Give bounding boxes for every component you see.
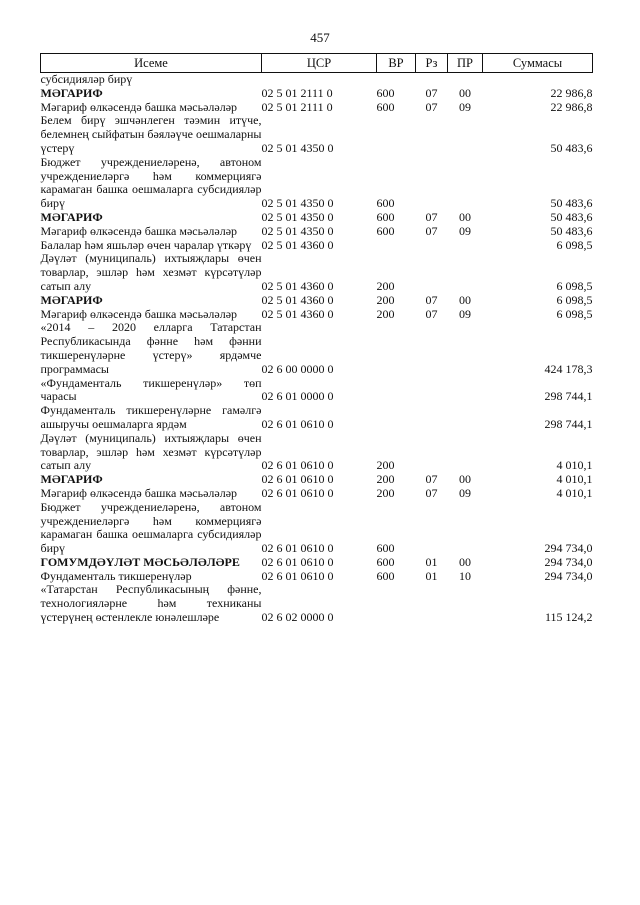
cell-csr: 02 6 01 0000 0 [261,389,334,404]
header-vr: ВР [377,54,416,73]
cell-rz: 07 [425,85,438,100]
budget-table [40,53,593,625]
cell-name: Мәгариф өлкәсендә башка мәсьәләләр [40,223,238,238]
cell-pr: 09 [459,99,471,114]
cell-name: Фундаменталь тикшеренүләрне гамәлгә ашыручы оешмаларга ярдәм [40,403,262,431]
cell-name: Мәгариф өлкәсендә башка мәсьәләләр [40,306,238,321]
cell-pr [448,239,483,253]
cell-rz: 07 [425,223,438,238]
cell-sum: 50 483,6 [550,140,593,155]
cell-rz [416,321,448,376]
cell-sum: 50 483,6 [550,196,593,211]
cell-name: Дәүләт (муниципаль) ихтыяҗлары өчен товарлар, эшләр һәм хезмәт күрсәтүләр сатып алу [40,251,262,293]
cell-name: «Фундаменталь тикшеренүләр» төп чарасы [40,375,262,404]
cell-rz: 07 [425,485,438,500]
table-row [41,239,593,253]
cell-name: Бюджет учреждениеләренә, автоном учреждениеләргә һәм коммерциягә карамаган башка оешмаларга субсидияләр бирү [40,499,262,556]
cell-vr: 200 [376,485,395,500]
cell-sum: 6 098,5 [556,292,593,307]
cell-name: Балалар һәм яшьләр өчен чаралар үткәрү [40,237,252,252]
cell-vr: 600 [376,209,395,224]
cell-pr: 09 [459,223,471,238]
header-rz: Рз [416,54,448,73]
cell-csr: 02 5 01 4360 0 [261,292,334,307]
cell-pr: 00 [459,472,471,487]
continuation-row [41,73,593,87]
cell-rz [416,252,448,293]
cell-name: Мәгариф өлкәсендә башка мәсьәләләр [40,99,238,114]
cell-rz: 07 [425,209,438,224]
cell-sum: 6 098,5 [556,237,593,252]
cell-name: МӘГАРИФ [40,472,103,487]
cell-pr: 00 [459,554,471,569]
cell-sum: 115 124,2 [544,610,593,625]
table-row [41,101,593,115]
cell-vr: 600 [376,196,395,211]
cell-vr [377,239,416,253]
cell-sum: 4 010,1 [556,485,593,500]
table-row [41,432,593,473]
cell-name: «2014 – 2020 елларга Татарстан Республикасында фәнне һәм фәнни тикшеренүләрне үстерү» ярдәмче программасы [40,320,262,376]
cell-csr: 02 6 01 0610 0 [261,472,334,487]
cell-name: ГОМУМДӘҮЛӘТ МӘСЬӘЛӘЛӘРЕ [40,554,240,569]
table-row [41,114,593,155]
header-sum: Суммасы [483,54,593,73]
cell-rz [416,114,448,155]
cell-vr: 600 [376,223,395,238]
cell-vr: 600 [376,85,395,100]
table-row [41,294,593,308]
cell-pr [448,404,483,432]
cell-vr: 600 [376,99,395,114]
cell-pr: 00 [459,292,471,307]
cell-rz: 01 [425,568,438,583]
cell-pr: 10 [459,568,471,583]
cell-name: Фундаменталь тикшеренүләр [40,568,192,583]
cell-name: МӘГАРИФ [40,85,103,100]
cell-vr [377,583,416,624]
cell-vr: 200 [376,278,395,293]
cell-sum: 424 178,3 [544,361,593,376]
table-row [41,252,593,293]
cell-vr [377,114,416,155]
header-name: Исеме [41,54,262,73]
continuation-text: субсидияләр бирү [40,72,133,86]
header-pr: ПР [448,54,483,73]
cell-name: Бюджет учреждениеләренә, автоном учреждениеләргә һәм коммерциягә карамаган башка оешмаларга субсидияләр бирү [40,154,262,211]
cell-sum: 294 734,0 [544,541,593,556]
cell-sum: 6 098,5 [556,306,593,321]
cell-csr: 02 5 01 4350 0 [261,140,334,155]
cell-name: Мәгариф өлкәсендә башка мәсьәләләр [40,485,238,500]
cell-csr: 02 5 01 4350 0 [261,209,334,224]
cell-csr: 02 5 01 4360 0 [261,237,334,252]
cell-csr: 02 6 01 0610 0 [261,485,334,500]
cell-rz [416,404,448,432]
cell-csr: 02 5 01 2111 0 [261,85,333,100]
cell-csr: 02 6 01 0610 0 [261,554,334,569]
table-row [41,473,593,487]
cell-pr [448,583,483,624]
cell-rz [416,239,448,253]
table-row [41,556,593,570]
cell-csr: 02 6 01 0610 0 [261,458,334,473]
cell-vr: 600 [376,568,395,583]
cell-sum: 50 483,6 [550,209,593,224]
cell-rz: 07 [425,472,438,487]
cell-sum: 50 483,6 [550,223,593,238]
cell-pr [448,114,483,155]
table-header-row [41,54,593,73]
cell-pr: 09 [459,306,471,321]
table-row [41,156,593,211]
cell-sum: 22 986,8 [550,99,593,114]
table-row [41,377,593,405]
cell-csr: 02 5 01 4360 0 [261,278,334,293]
cell-pr [448,156,483,211]
table-row [41,501,593,556]
cell-rz [416,501,448,556]
cell-pr [448,501,483,556]
cell-rz: 01 [425,554,438,569]
table-row [41,87,593,101]
cell-sum: 298 744,1 [544,416,593,431]
cell-rz [416,432,448,473]
cell-rz [416,156,448,211]
cell-csr: 02 6 02 0000 0 [261,610,334,625]
cell-sum: 298 744,1 [544,389,593,404]
cell-csr: 02 6 01 0610 0 [261,541,334,556]
table-row [41,211,593,225]
cell-csr: 02 5 01 4350 0 [261,196,334,211]
cell-csr: 02 5 01 4350 0 [261,223,334,238]
cell-csr: 02 5 01 2111 0 [261,99,333,114]
cell-sum: 4 010,1 [556,458,593,473]
cell-pr [448,377,483,405]
table-row [41,583,593,624]
cell-csr: 02 5 01 4360 0 [261,306,334,321]
cell-vr: 600 [376,541,395,556]
cell-vr [377,404,416,432]
cell-rz [416,583,448,624]
table-row [41,487,593,501]
table-row [41,308,593,322]
cell-rz: 07 [425,99,438,114]
cell-pr: 00 [459,209,471,224]
cell-sum: 4 010,1 [556,472,593,487]
cell-sum: 22 986,8 [550,85,593,100]
cell-csr: 02 6 01 0610 0 [261,416,334,431]
cell-vr [377,321,416,376]
cell-pr [448,321,483,376]
cell-sum: 294 734,0 [544,554,593,569]
cell-sum: 6 098,5 [556,278,593,293]
cell-pr [448,432,483,473]
cell-pr: 09 [459,485,471,500]
table-row [41,404,593,432]
cell-sum: 294 734,0 [544,568,593,583]
page-number: 457 [310,30,330,45]
cell-csr: 02 6 00 0000 0 [261,361,334,376]
cell-pr [448,252,483,293]
table-row [41,225,593,239]
cell-vr: 600 [376,554,395,569]
cell-name: «Татарстан Республикасының фәнне, технологияләрне һәм техниканы үстерүнең өстенлекле юнәлешләре [40,582,262,625]
cell-name: МӘГАРИФ [40,292,103,307]
cell-rz [416,377,448,405]
cell-vr: 200 [376,292,395,307]
cell-vr: 200 [376,306,395,321]
table-row [41,570,593,584]
cell-rz: 07 [425,306,438,321]
cell-csr: 02 6 01 0610 0 [261,568,334,583]
table-row [41,321,593,376]
cell-vr [377,377,416,405]
cell-vr: 200 [376,458,395,473]
cell-vr: 200 [376,472,395,487]
header-csr: ЦСР [262,54,377,73]
cell-name: Дәүләт (муниципаль) ихтыяҗлары өчен товарлар, эшләр һәм хезмәт күрсәтүләр сатып алу [40,430,262,473]
cell-rz: 07 [425,292,438,307]
cell-name: МӘГАРИФ [40,209,103,224]
cell-name: Белем бирү эшчәнлеген тәэмин итүче, белемнең сыйфатын бәяләүче оешмаларны үстерү [40,113,262,155]
cell-pr: 00 [459,85,471,100]
